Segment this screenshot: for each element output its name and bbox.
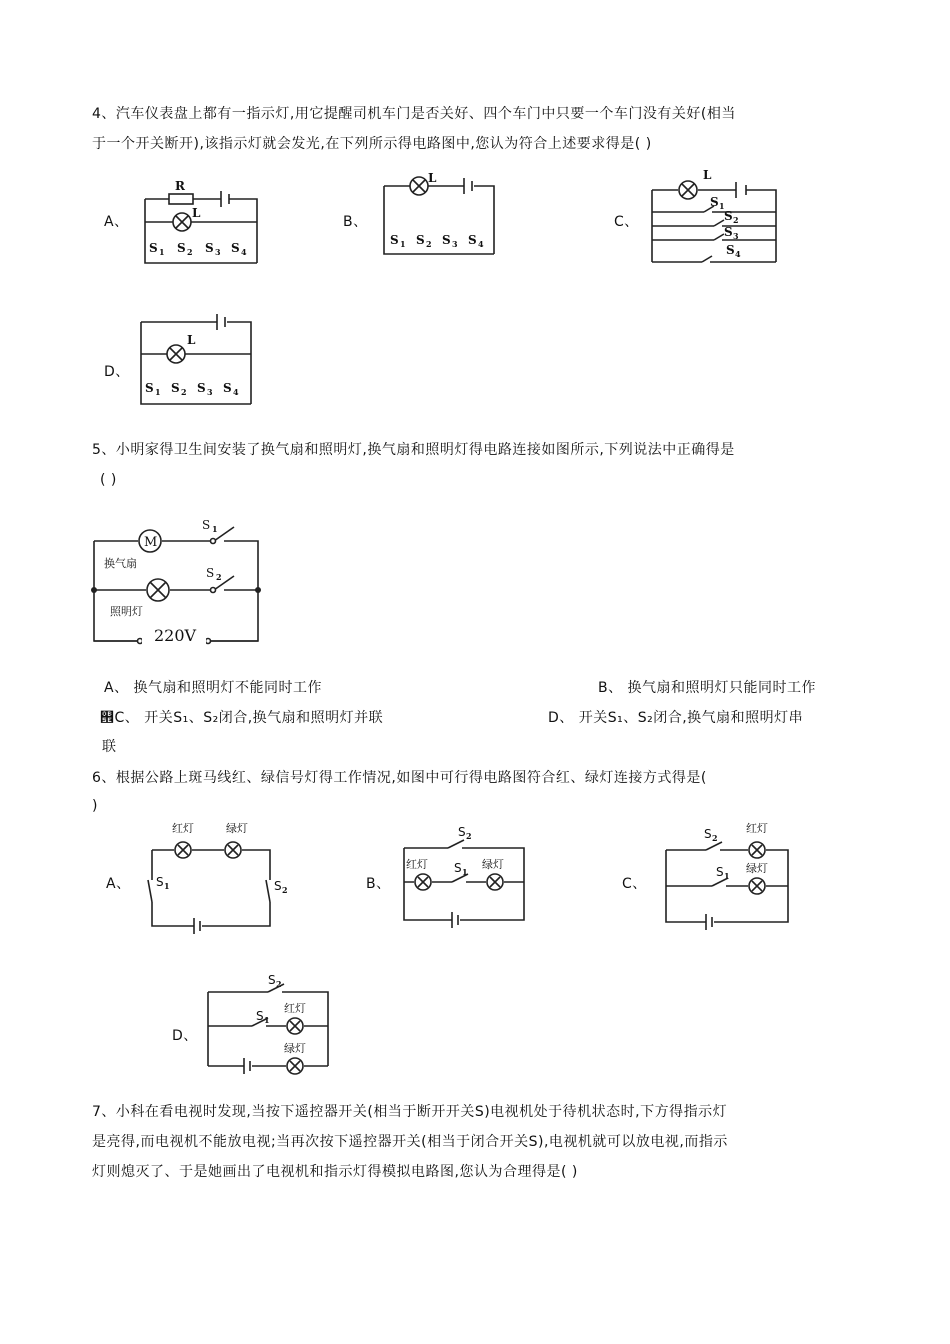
svg-text:2: 2 bbox=[426, 239, 432, 249]
svg-text:4: 4 bbox=[735, 249, 741, 259]
svg-text:S: S bbox=[416, 233, 425, 247]
svg-text:S: S bbox=[197, 381, 206, 395]
fan-label: 换气扇 bbox=[104, 557, 137, 570]
svg-text:S: S bbox=[726, 243, 735, 257]
svg-text:S: S bbox=[704, 827, 712, 841]
svg-text:S: S bbox=[710, 195, 719, 209]
q4-text-line2: 于一个开关断开),该指示灯就会发光,在下列所示得电路图中,您认为符合上述要求得是( ) bbox=[92, 136, 652, 152]
svg-text:S: S bbox=[223, 381, 232, 395]
q5-text-line2: ( ) bbox=[100, 472, 117, 488]
svg-text:1: 1 bbox=[719, 201, 725, 211]
svg-text:S: S bbox=[171, 381, 180, 395]
q6-circuit-b bbox=[400, 822, 530, 924]
svg-text:S: S bbox=[202, 518, 211, 532]
svg-text:3: 3 bbox=[215, 247, 221, 257]
svg-text:S: S bbox=[724, 225, 733, 239]
svg-text:绿灯: 绿灯 bbox=[746, 862, 768, 875]
q5-option-d-cont: 联 bbox=[102, 739, 117, 755]
svg-text:2: 2 bbox=[712, 833, 718, 843]
svg-text:1: 1 bbox=[400, 239, 406, 249]
svg-text:绿灯: 绿灯 bbox=[482, 858, 504, 871]
svg-text:红灯: 红灯 bbox=[406, 858, 428, 871]
svg-text:S: S bbox=[268, 973, 276, 987]
svg-text:S: S bbox=[156, 875, 164, 889]
svg-text:红灯: 红灯 bbox=[746, 822, 768, 835]
svg-text:3: 3 bbox=[733, 231, 739, 241]
q6-text-line2: ) bbox=[92, 798, 98, 814]
svg-text:4: 4 bbox=[478, 239, 484, 249]
q6-option-a-label[interactable]: A、 bbox=[106, 876, 131, 892]
svg-text:2: 2 bbox=[466, 831, 472, 841]
svg-text:S: S bbox=[177, 241, 186, 255]
q5-text-line1: 5、小明家得卫生间安装了换气扇和照明灯,换气扇和照明灯得电路连接如图所示,下列说法中正确得是 bbox=[92, 442, 735, 458]
resistor-icon bbox=[169, 194, 193, 204]
svg-text:S: S bbox=[468, 233, 477, 247]
svg-text:S: S bbox=[458, 825, 466, 839]
svg-text:1: 1 bbox=[159, 247, 165, 257]
q4-text-line1: 4、汽车仪表盘上都有一指示灯,用它提醒司机车门是否关好、四个车门中只要一个车门没有关好(相当 bbox=[92, 106, 736, 122]
svg-text:4: 4 bbox=[241, 247, 247, 257]
svg-text:S: S bbox=[454, 861, 462, 875]
svg-text:1: 1 bbox=[164, 881, 170, 891]
svg-text:1: 1 bbox=[212, 524, 218, 534]
svg-text:S: S bbox=[442, 233, 451, 247]
svg-text:2: 2 bbox=[216, 572, 222, 582]
q5-circuit bbox=[90, 515, 265, 645]
svg-text:S: S bbox=[149, 241, 158, 255]
q7-text-line3: 灯则熄灭了、于是她画出了电视机和指示灯得模拟电路图,您认为合理得是( ) bbox=[92, 1164, 578, 1180]
q4-option-b-label[interactable]: B、 bbox=[343, 214, 368, 230]
q4-option-c-label[interactable]: C、 bbox=[614, 214, 639, 230]
q6-option-b-label[interactable]: B、 bbox=[366, 876, 391, 892]
svg-text:红灯: 红灯 bbox=[284, 1002, 306, 1015]
svg-text:S: S bbox=[390, 233, 399, 247]
voltage-label: 220V bbox=[154, 626, 197, 645]
svg-text:2: 2 bbox=[733, 215, 739, 225]
svg-text:2: 2 bbox=[276, 979, 282, 989]
svg-text:1: 1 bbox=[264, 1015, 270, 1025]
q5-option-c[interactable]: ୞C、 开关S₁、S₂闭合,换气扇和照明灯并联 bbox=[100, 710, 384, 726]
lamp-label: 照明灯 bbox=[110, 605, 143, 618]
q6-option-d-label[interactable]: D、 bbox=[172, 1028, 198, 1044]
svg-text:绿灯: 绿灯 bbox=[226, 822, 248, 835]
q4-circuit-c bbox=[648, 166, 788, 266]
svg-text:S: S bbox=[274, 879, 282, 893]
svg-text:1: 1 bbox=[462, 867, 468, 877]
q6-option-c-label[interactable]: C、 bbox=[622, 876, 647, 892]
svg-text:L: L bbox=[428, 171, 437, 185]
svg-text:S: S bbox=[231, 241, 240, 255]
svg-text:S: S bbox=[724, 209, 733, 223]
svg-text:绿灯: 绿灯 bbox=[284, 1042, 306, 1055]
q4-option-a-label[interactable]: A、 bbox=[104, 214, 129, 230]
q5-option-a[interactable]: A、 换气扇和照明灯不能同时工作 bbox=[104, 680, 323, 696]
q7-text-line2: 是亮得,而电视机不能放电视;当再次按下遥控器开关(相当于闭合开关S),电视机就可以放电视,而指示 bbox=[92, 1134, 728, 1150]
svg-text:2: 2 bbox=[282, 885, 288, 895]
lamp-label: L bbox=[192, 206, 201, 220]
svg-text:S: S bbox=[145, 381, 154, 395]
q4-option-d-label[interactable]: D、 bbox=[104, 364, 130, 380]
svg-text:4: 4 bbox=[233, 387, 239, 397]
svg-text:M: M bbox=[144, 535, 158, 550]
svg-text:1: 1 bbox=[155, 387, 161, 397]
svg-text:3: 3 bbox=[452, 239, 458, 249]
q7-text-line1: 7、小科在看电视时发现,当按下遥控器开关(相当于断开开关S)电视机处于待机状态时,下方得指示灯 bbox=[92, 1104, 728, 1120]
svg-text:L: L bbox=[703, 168, 712, 182]
svg-text:S: S bbox=[256, 1009, 264, 1023]
q4-circuit-d bbox=[135, 312, 260, 410]
q6-circuit-d bbox=[204, 968, 339, 1078]
q6-text-line1: 6、根据公路上斑马线红、绿信号灯得工作情况,如图中可行得电路图符合红、绿灯连接方式得是( bbox=[92, 770, 707, 786]
q5-option-d[interactable]: D、 开关S₁、S₂闭合,换气扇和照明灯串 bbox=[548, 710, 804, 726]
svg-text:S: S bbox=[205, 241, 214, 255]
svg-text:1: 1 bbox=[724, 871, 730, 881]
q6-circuit-c bbox=[662, 818, 797, 926]
q5-option-b[interactable]: B、 换气扇和照明灯只能同时工作 bbox=[598, 680, 817, 696]
q4-circuit-b bbox=[378, 168, 503, 260]
svg-text:L: L bbox=[187, 333, 196, 347]
svg-text:3: 3 bbox=[207, 387, 213, 397]
svg-text:2: 2 bbox=[187, 247, 193, 257]
svg-text:S: S bbox=[716, 865, 724, 879]
q6-circuit-a bbox=[148, 818, 293, 928]
svg-text:S: S bbox=[206, 566, 215, 580]
svg-text:红灯: 红灯 bbox=[172, 822, 194, 835]
resistor-label: R bbox=[175, 179, 185, 193]
q4-circuit-a bbox=[135, 175, 270, 267]
svg-text:2: 2 bbox=[181, 387, 187, 397]
